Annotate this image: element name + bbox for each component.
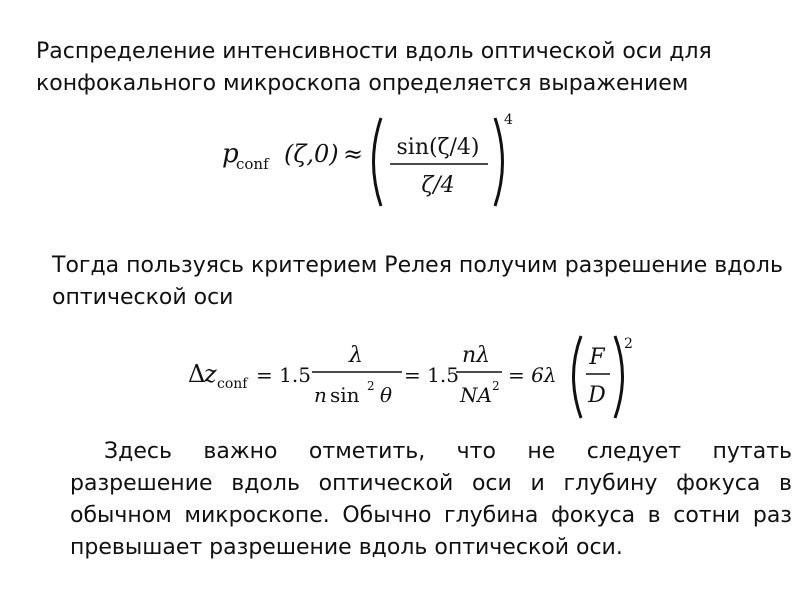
f2-frac2-den: NA [460,383,492,407]
f2-subscript: conf [217,376,248,392]
f2-frac1-den-n: n [314,383,327,407]
resolution-formula [160,326,660,426]
f2-frac1-den-theta: θ [380,383,393,407]
f1-right-paren [495,118,503,206]
f2-left-paren [574,336,582,418]
f1-numerator: sin(ζ/4) [396,135,480,160]
intensity-formula [200,104,520,214]
f1-lhs-subscript: conf [236,155,269,173]
f2-frac2-numerator: nλ [461,343,491,368]
f2-frac3-denominator: D [588,383,606,408]
f1-relation: ≈ [343,140,364,168]
f1-exponent: 4 [504,112,513,128]
f2-frac2-den-pow: 2 [492,379,500,393]
f2-symbol: z [204,360,217,388]
f2-frac1-den-pow: 2 [367,379,375,393]
f1-lhs-args: (ζ,0) [284,140,339,168]
intro-paragraph: Распределение интенсивности вдоль оптической оси для конфокального микроскопа определяется выражением [36,39,712,96]
f1-left-paren [374,118,382,206]
note-paragraph: Здесь важно отметить, что не следует путать разрешение вдоль оптической оси и глубину фокуса в обычном микроскопе. Обычно глубина фокуса в сотни раз превышает разрешение вдоль оптической оси. [70,439,792,560]
f2-frac1-numerator: λ [349,343,363,368]
f2-exponent: 2 [624,336,633,352]
f2-eq2: = 1.5 [404,363,459,387]
f2-eq3: = 6λ [508,363,557,387]
f2-frac1-den-sin: sin [330,383,360,407]
f2-right-paren [615,336,623,418]
f1-lhs-symbol: p [222,139,239,169]
f2-frac3-numerator: F [589,345,605,370]
f1-denominator: ζ/4 [421,173,455,198]
f2-eq1: = 1.5 [256,363,311,387]
rayleigh-paragraph: Тогда пользуясь критерием Релея получим разрешение вдоль оптической оси [52,253,783,310]
f2-delta: Δ [188,360,206,388]
